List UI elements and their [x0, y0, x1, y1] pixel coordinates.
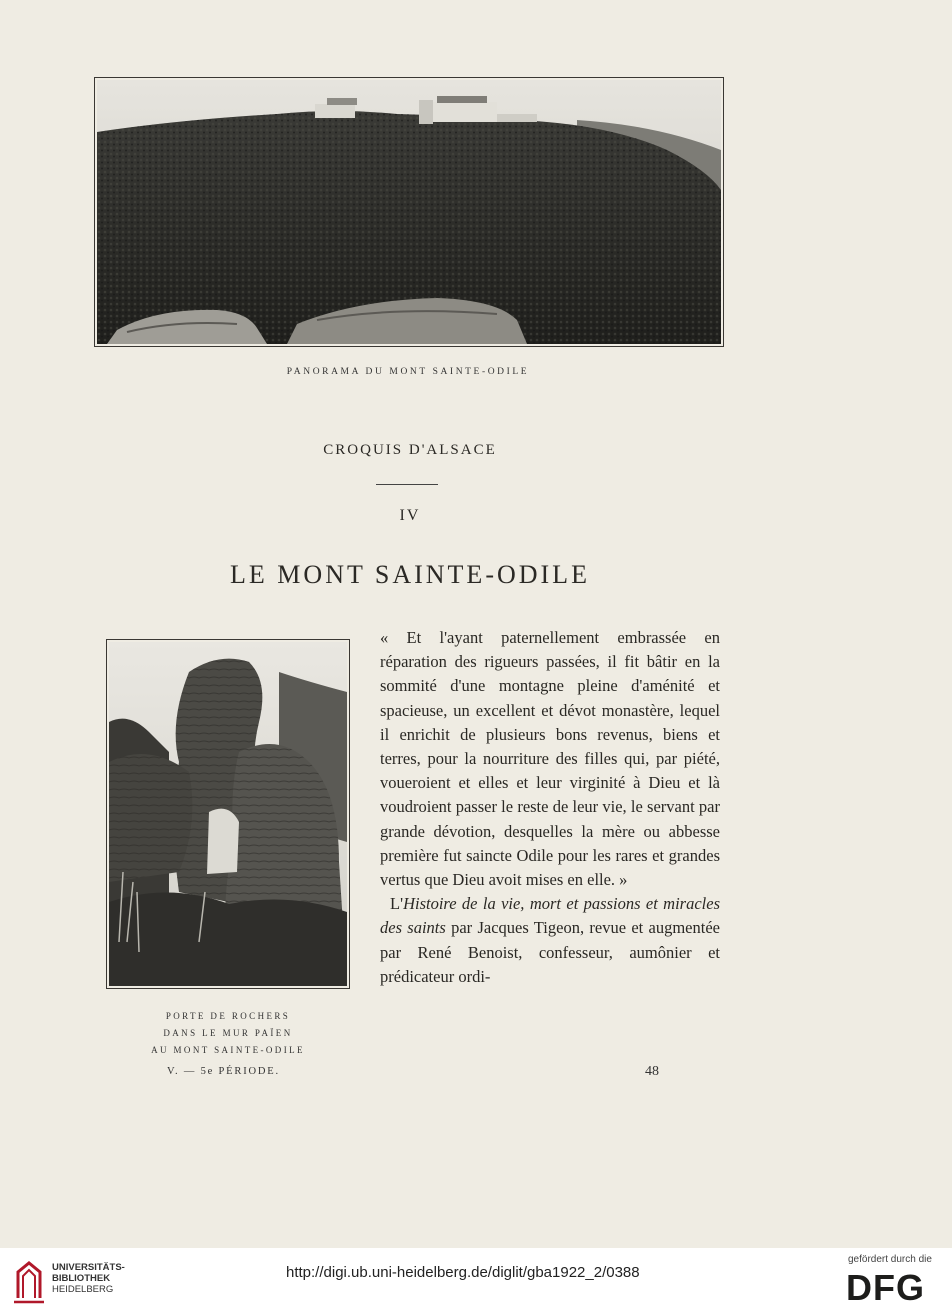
series-title: CROQUIS D'ALSACE: [323, 442, 497, 458]
citation-rest: par Jacques Tigeon, revue et augmentée par René Benoist, confesseur, aumônier et prédicateur ordi-: [380, 918, 720, 986]
caption-line: DANS LE MUR PAÏEN: [163, 1028, 293, 1038]
dfg-funding-label: gefördert durch die: [848, 1254, 932, 1265]
panorama-caption: PANORAMA DU MONT SAINTE-ODILE: [286, 367, 530, 377]
citation-paragraph: [380, 892, 720, 989]
chapter-title: LE MONT SAINTE-ODILE: [230, 560, 590, 589]
ub-line: UNIVERSITÄTS-: [52, 1262, 125, 1273]
citation-prefix: L': [390, 894, 404, 914]
citation-book-title: Histoire de la vie, mort et passions et miracles des saints: [380, 894, 720, 938]
ub-line: BIBLIOTHEK: [52, 1273, 111, 1284]
ub-heidelberg-logo-icon: [12, 1258, 46, 1304]
dfg-logo: DFG: [846, 1267, 925, 1308]
divider-rule: [376, 484, 438, 485]
caption-line: AU MONT SAINTE-ODILE: [151, 1045, 305, 1055]
ub-heidelberg-wordmark: [52, 1262, 125, 1295]
rock-gate-caption: [108, 1008, 348, 1059]
signature-mark: V. — 5e PÉRIODE.: [167, 1066, 280, 1077]
footer-bar: [0, 1248, 952, 1315]
ub-line: HEIDELBERG: [52, 1284, 114, 1295]
rock-gate-photo: [106, 639, 350, 989]
panorama-photo: [94, 77, 724, 347]
caption-line: PORTE DE ROCHERS: [165, 1011, 291, 1021]
page-number: 48: [645, 1064, 659, 1079]
quotation-paragraph: « Et l'ayant paternellement embrassée en réparation des rigueurs passées, il fit bâtir en la sommité d'une montagne pleine d'aménité et spacieuse, un excellent et dévot monastère, lequel il enrichit de plusieurs bons revenus, biens et terres, pour la nourriture des filles qui, par piété, voueroient et elles et leur virginité à Dieu et là voudroient passer le reste de leur vie, le servant par grande dévotion, desquelles la mère ou abbesse première fut saincte Odile pour les rares et grandes vertus que Dieu avoit mises en elle. »: [380, 628, 720, 890]
source-url-link[interactable]: http://digi.ub.uni-heidelberg.de/diglit/gba1922_2/0388: [286, 1264, 640, 1281]
chapter-number: IV: [399, 507, 421, 524]
body-text: [380, 626, 720, 989]
